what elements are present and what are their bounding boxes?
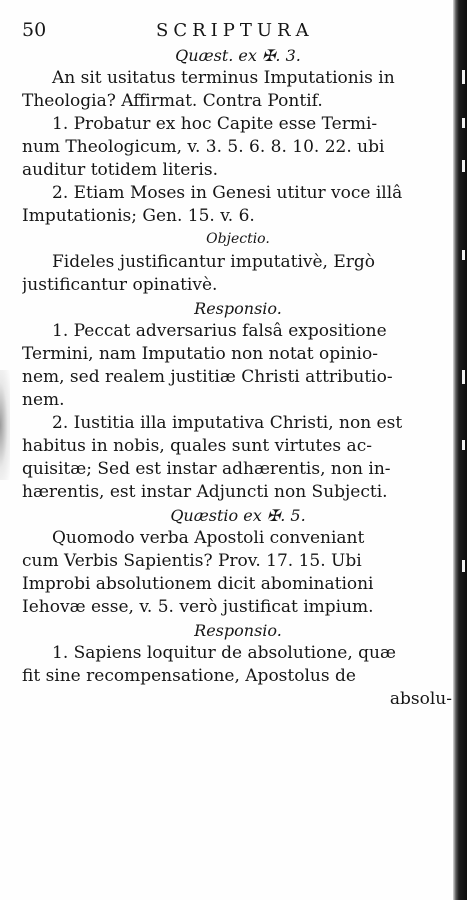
section-heading-text: Responsio. bbox=[194, 621, 282, 640]
text-line bbox=[22, 550, 454, 573]
page-header bbox=[22, 16, 454, 44]
text-line bbox=[22, 481, 454, 504]
edge-mark bbox=[462, 160, 465, 172]
text-line bbox=[22, 113, 454, 136]
text-line bbox=[22, 366, 454, 389]
text-line bbox=[22, 343, 454, 366]
running-head: SCRIPTURA bbox=[156, 20, 314, 41]
text-line-content: num Theologicum, v. 3. 5. 6. 8. 10. 22. ubi bbox=[22, 137, 385, 157]
text-line-content: nem. bbox=[22, 390, 65, 410]
text-line-content: 2. Iustitia illa imputativa Christi, non est bbox=[52, 413, 403, 433]
text-line bbox=[22, 320, 454, 343]
catchword bbox=[22, 688, 454, 711]
text-line-content: fit sine recompensatione, Apostolus de bbox=[22, 666, 356, 686]
text-line bbox=[22, 435, 454, 458]
text-line-content: Improbi absolutionem dicit abominationi bbox=[22, 574, 374, 594]
edge-mark bbox=[462, 250, 465, 260]
text-line bbox=[22, 573, 454, 596]
text-line bbox=[22, 389, 454, 412]
catchword-text: absolu- bbox=[389, 689, 452, 709]
edge-mark bbox=[462, 560, 465, 572]
text-line bbox=[22, 412, 454, 435]
text-line bbox=[22, 458, 454, 481]
section-heading bbox=[22, 228, 454, 251]
text-line-content: Iehovæ esse, v. 5. verò justificat impium. bbox=[22, 597, 374, 617]
text-line-content: cum Verbis Sapientis? Prov. 17. 15. Ubi bbox=[22, 551, 362, 571]
text-line-content: quisitæ; Sed est instar adhærentis, non in- bbox=[22, 459, 391, 479]
text-line bbox=[22, 159, 454, 182]
text-line bbox=[22, 67, 454, 90]
text-line-content: 1. Probatur ex hoc Capite esse Termi- bbox=[52, 114, 378, 134]
text-line-content: Fideles justificantur imputativè, Ergò bbox=[52, 252, 376, 272]
text-line bbox=[22, 136, 454, 159]
text-line bbox=[22, 642, 454, 665]
text-line-content: 2. Etiam Moses in Genesi utitur voce illâ bbox=[52, 183, 403, 203]
text-line bbox=[22, 527, 454, 550]
text-line bbox=[22, 274, 454, 297]
text-line-content: 1. Peccat adversarius falsâ expositione bbox=[52, 321, 387, 341]
scan-shadow bbox=[0, 370, 10, 480]
section-heading bbox=[22, 44, 454, 67]
section-heading bbox=[22, 619, 454, 642]
page-text bbox=[22, 16, 454, 711]
text-line-content: nem, sed realem justitiæ Christi attributio- bbox=[22, 367, 393, 387]
edge-mark bbox=[462, 70, 465, 84]
text-line-content: Quomodo verba Apostoli conveniant bbox=[52, 528, 365, 548]
text-line-content: justificantur opinativè. bbox=[22, 275, 218, 295]
text-line-content: Theologia? Affirmat. Contra Pontif. bbox=[22, 91, 323, 111]
section-heading-text: Quæstio ex ✠. 5. bbox=[170, 506, 306, 525]
text-line bbox=[22, 205, 454, 228]
text-line-content: 1. Sapiens loquitur de absolutione, quæ bbox=[52, 643, 396, 663]
text-line-content: hærentis, est instar Adjuncti non Subjecti. bbox=[22, 482, 388, 502]
text-line bbox=[22, 90, 454, 113]
section-heading-text: Objectio. bbox=[206, 231, 270, 247]
text-line bbox=[22, 596, 454, 619]
text-line-content: An sit usitatus terminus Imputationis in bbox=[52, 68, 395, 88]
text-line-content: Imputationis; Gen. 15. v. 6. bbox=[22, 206, 255, 226]
page-number: 50 bbox=[22, 19, 47, 41]
text-line bbox=[22, 251, 454, 274]
text-line-content: auditur totidem literis. bbox=[22, 160, 218, 180]
edge-mark bbox=[462, 118, 465, 128]
text-lines bbox=[22, 44, 454, 711]
section-heading bbox=[22, 504, 454, 527]
edge-mark bbox=[462, 370, 465, 384]
text-line-content: Termini, nam Imputatio non notat opinio- bbox=[22, 344, 378, 364]
page-edge-scan bbox=[453, 0, 467, 900]
section-heading-text: Responsio. bbox=[194, 299, 282, 318]
text-line bbox=[22, 182, 454, 205]
text-line-content: habitus in nobis, quales sunt virtutes ac- bbox=[22, 436, 372, 456]
section-heading bbox=[22, 297, 454, 320]
text-line bbox=[22, 665, 454, 688]
edge-mark bbox=[462, 440, 465, 450]
section-heading-text: Quæst. ex ✠. 3. bbox=[175, 46, 301, 65]
